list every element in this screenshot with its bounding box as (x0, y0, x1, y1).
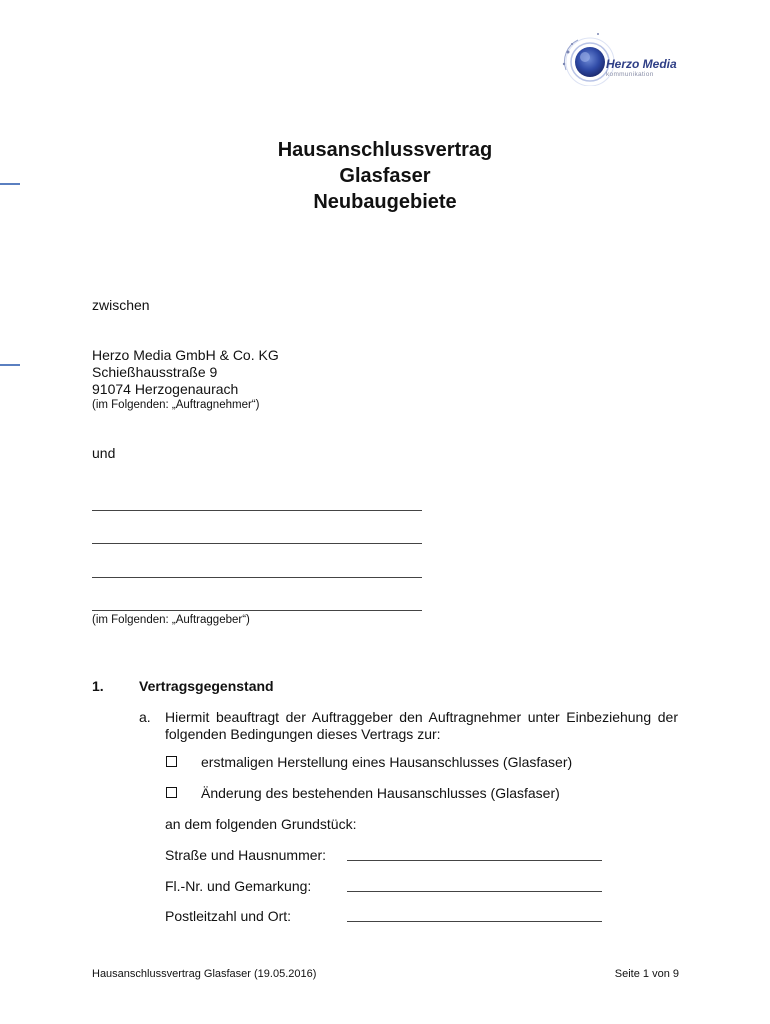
checkbox-change-connection[interactable] (166, 787, 177, 798)
field-label-parcel: Fl.-Nr. und Gemarkung: (165, 878, 312, 894)
item-a-line-1: Hiermit beauftragt der Auftraggeber den Auftragnehmer unter Einbeziehung der (165, 709, 678, 725)
contractor-street: Schießhausstraße 9 (92, 364, 218, 380)
margin-mark (0, 364, 20, 366)
section-heading: Vertragsgegenstand (139, 678, 274, 694)
contractor-address (92, 347, 279, 412)
conjunction-text: und (92, 445, 116, 461)
contractor-city: 91074 Herzogenaurach (92, 381, 239, 397)
client-fill-line[interactable] (92, 610, 422, 611)
client-fill-line[interactable] (92, 543, 422, 544)
footer-document-info: Hausanschlussvertrag Glasfaser (19.05.2016) (92, 968, 317, 980)
field-line-street[interactable] (347, 860, 602, 861)
contractor-role: (im Folgenden: „Auftragnehmer“) (92, 399, 260, 411)
checkbox-new-connection[interactable] (166, 756, 177, 767)
section-number: 1. (92, 678, 104, 694)
title-line-1: Hausanschlussvertrag (277, 139, 493, 161)
option-change-connection-label: Änderung des bestehenden Hausanschlusses (Glasfaser) (201, 785, 560, 801)
company-logo (556, 24, 686, 86)
option-new-connection-label: erstmaligen Herstellung eines Hausanschlusses (Glasfaser) (201, 754, 573, 770)
title-line-2: Glasfaser (339, 165, 431, 187)
client-role: (im Folgenden: „Auftraggeber“) (92, 614, 250, 626)
property-intro: an dem folgenden Grundstück: (165, 816, 357, 832)
field-label-postcode: Postleitzahl und Ort: (165, 908, 292, 924)
field-line-parcel[interactable] (347, 891, 602, 892)
footer-page-number: Seite 1 von 9 (614, 968, 679, 980)
item-a-line-2: folgenden Bedingungen dieses Vertrags zur: (165, 726, 441, 742)
document-title (0, 137, 770, 215)
title-line-3: Neubaugebiete (313, 191, 457, 213)
intro-text: zwischen (92, 297, 150, 313)
client-fill-line[interactable] (92, 577, 422, 578)
logo-name: Herzo Media (606, 57, 677, 71)
item-label: a. (139, 709, 151, 725)
contractor-name: Herzo Media GmbH & Co. KG (92, 347, 279, 363)
field-line-postcode[interactable] (347, 921, 602, 922)
field-label-street: Straße und Hausnummer: (165, 847, 327, 863)
logo-tagline: kommunikation (606, 71, 654, 78)
client-fill-line[interactable] (92, 510, 422, 511)
item-a-text (165, 709, 678, 743)
